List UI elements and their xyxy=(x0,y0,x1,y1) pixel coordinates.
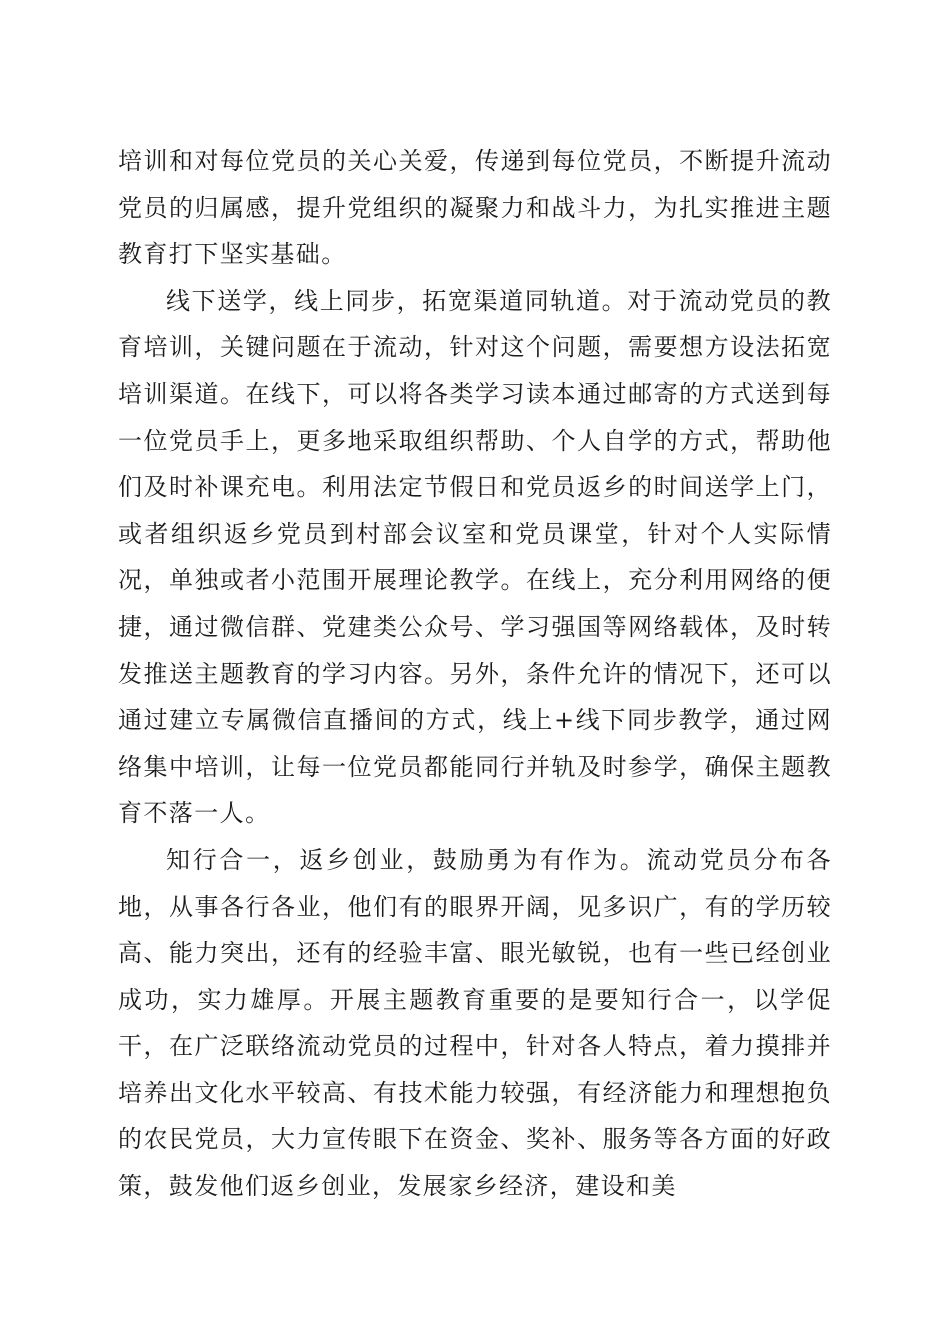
paragraph-continuation: 培训和对每位党员的关心关爱，传递到每位党员，不断提升流动党员的归属感，提升党组织的凝聚力和战斗力，为扎实推进主题教育打下坚实基础。 xyxy=(118,147,832,269)
paragraph-return-entrepreneurship: 知行合一，返乡创业，鼓励勇为有作为。流动党员分布各地，从事各行各业，他们有的眼界开阔，见多识广，有的学历较高、能力突出，还有的经验丰富、眼光敏锐，也有一些已经创业成功，实力雄厚。开展主题教育重要的是要知行合一，以学促干，在广泛联络流动党员的过程中，针对各人特点，着力摸排并培养出文化水平较高、有技术能力较强，有经济能力和理想抱负的农民党员，大力宣传眼下在资金、奖补、服务等各方面的好政策，鼓发他们返乡创业，发展家乡经济，建设和美 xyxy=(118,845,832,1201)
paragraph-online-offline-learning: 线下送学，线上同步，拓宽渠道同轨道。对于流动党员的教育培训，关键问题在于流动，针对这个问题，需要想方设法拓宽培训渠道。在线下，可以将各类学习读本通过邮寄的方式送到每一位党员手上，更多地采取组织帮助、个人自学的方式，帮助他们及时补课充电。利用法定节假日和党员返乡的时间送学上门，或者组织返乡党员到村部会议室和党员课堂，针对个人实际情况，单独或者小范围开展理论教学。在线上，充分利用网络的便捷，通过微信群、党建类公众号、学习强国等网络载体，及时转发推送主题教育的学习内容。另外，条件允许的情况下，还可以通过建立专属微信直播间的方式，线上+线下同步教学，通过网络集中培训，让每一位党员都能同行并轨及时参学，确保主题教育不落一人。 xyxy=(118,286,832,828)
document-body xyxy=(118,138,832,1210)
